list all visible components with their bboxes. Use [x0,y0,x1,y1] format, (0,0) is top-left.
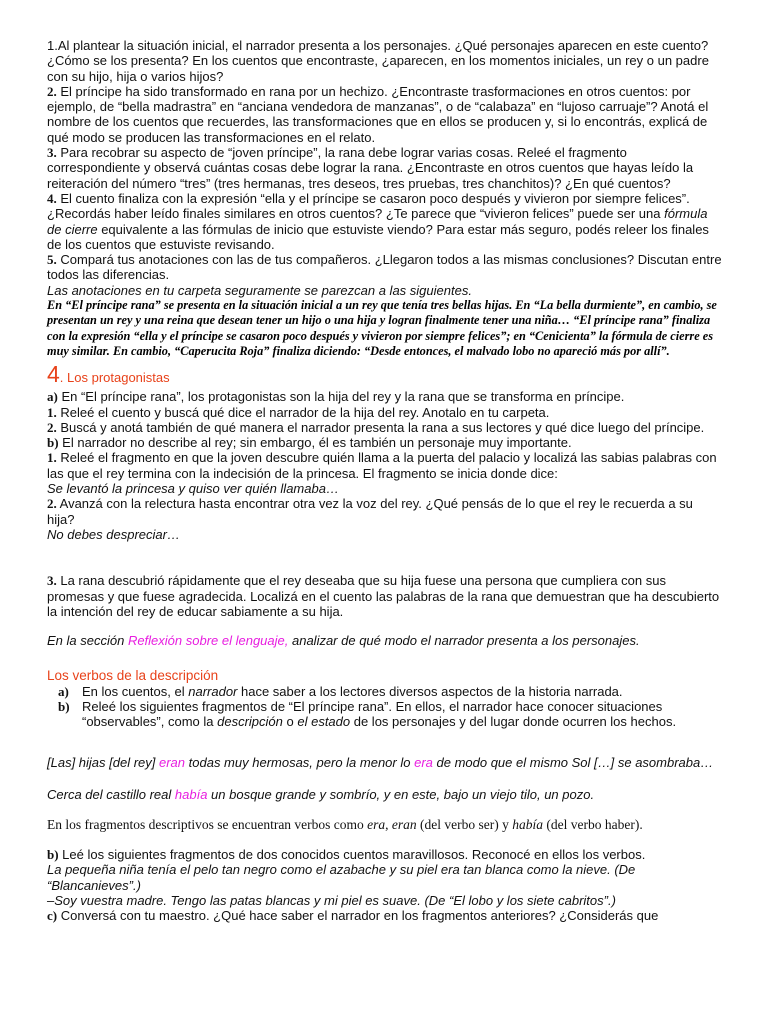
quote-b1: Se levantó la princesa y quiso ver quién llamaba… [47,481,339,497]
question-5: 5. Compará tus anotaciones con las de tus compañeros. ¿Llegaron todos a las mismas conclusiones? Discutan entre todos las diferencias. [47,252,722,283]
fragment-note: En los fragmentos descriptivos se encuentran verbos como era, eran (del verbo ser) y había (del verbo haber). [47,816,643,832]
quote-b2: No debes despreciar… [47,526,180,542]
section-heading-verbs: Los verbos de la descripción [47,668,219,684]
protagonists-a2: 2. Buscá y anotá también de qué manera el narrador presenta la rana a sus lectores y qué dice luego del príncipe. [47,419,705,435]
notes-intro: Las anotaciones en tu carpeta seguramente se parezcan a las siguientes. [47,282,472,298]
section-reference: En la sección Reflexión sobre el lenguaje, analizar de qué modo el narrador presenta a los personajes. [47,633,640,649]
quote-blancanieves: La pequeña niña tenía el pelo tan negro como el azabache y su piel era tan blanca como la nieve. (De “Blancanieves”.) [47,862,636,893]
quote-lobo: –Soy vuestra madre. Tengo las patas blancas y mi piel es suave. (De “El lobo y los siete cabritos”.) [47,893,616,909]
protagonists-a1: 1. Releé el cuento y buscá qué dice el narrador de la hija del rey. Anotalo en tu carpeta. [47,404,550,420]
protagonists-b1: 1. Releé el fragmento en que la joven descubre quién llama a la puerta del palacio y localizá las sabias palabras con las que el rey termina con la indecisión de la princesa. El fragmento se inicia donde dice: [47,450,717,481]
section-link[interactable]: Reflexión sobre el lenguaje, [127,633,289,649]
protagonists-b2: 2. Avanzá con la relectura hasta encontrar otra vez la voz del rey. ¿Qué pensás de lo que el rey le recuerda a su hija? [47,496,693,527]
fragment-2: Cerca del castillo real había un bosque grande y sombrío, y en este, bajo un viejo tilo, un pozo. [47,786,595,802]
verbs-b2: b) Leé los siguientes fragmentos de dos conocidos cuentos maravillosos. Reconocé en ellos los verbos. [47,847,646,863]
section-heading-protagonists: 4. Los protagonistas [47,361,170,388]
question-1: 1.Al plantear la situación inicial, el narrador presenta a los personajes. ¿Qué personajes aparecen en este cuento? ¿Cómo se los presenta? En los cuentos que encontraste, ¿aparecen, en los momentos iniciales, un rey o un padre con su hijo, hija o varios hijos? [47,38,709,84]
verbs-item-a: a) En los cuentos, el narrador hace saber a los lectores diversos aspectos de la historia narrada. [58,683,623,699]
question-4: 4. El cuento finaliza con la expresión “ella y el príncipe se casaron poco después y vivieron por siempre felices”. ¿Recordás haber leído finales similares en otros cuentos? ¿Te parece que “vivieron felices” puede ser una fórmula de cierre equivalente a las fórmulas de inicio que estuviste viendo? Para estar más seguro, podés releer los finales de los cuentos que estuviste revisando. [47,190,709,252]
fragment-1: [Las] hijas [del rey] eran todas muy hermosas, pero la menor lo era de modo que el mismo Sol […] se asombraba… [47,754,714,770]
verbs-c: c) Conversá con tu maestro. ¿Qué hace saber el narrador en los fragmentos anteriores? ¿Considerás que [47,908,659,924]
protagonists-a: a) En “El príncipe rana”, los protagonistas son la hija del rey y la rana que se transforma en príncipe. [47,389,625,405]
question-3: 3. Para recobrar su aspecto de “joven príncipe”, la rana debe lograr varias cosas. Releé el fragmento correspondiente y observá cuántas cosas debe lograr la rana. ¿Encontraste en otros cuentos que hayas leído la reiteración del número “tres” (tres hermanas, tres deseos, tres pruebas, tres chanchitos)? ¿En qué cuentos? [47,145,694,191]
protagonists-b: b) El narrador no describe al rey; sin embargo, él es también un personaje muy importante. [47,435,572,451]
sample-notes: En “El príncipe rana” se presenta en la situación inicial a un rey que tenía tres bellas hijas. En “La bella durmiente”, en cambio, se presentan un rey y una reina que desean tener un hijo o una hija y logran finalmente tener una niña… “El príncipe rana” finaliza con la expresión “ella y el príncipe se casaron poco después y vivieron por siempre felices”; en “Cenicienta” la fórmula de cierre es muy similar. En cambio, “Caperucita Roja” finaliza diciendo: “Desde entonces, el malvado lobo no apareció más por allí”. [47,298,717,358]
protagonists-b3: 3. La rana descubrió rápidamente que el rey deseaba que su hija fuese una persona que cumpliera con sus promesas y que fuese agradecida. Localizá en el cuento las palabras de la rana que demuestran que ha descubierto la intención del rey de educar sabiamente a su hija. [47,573,720,619]
verbs-item-b: b) Releé los siguientes fragmentos de “El príncipe rana”. En ellos, el narrador hace conocer situaciones “observables”, como la descripción o el estado de los personajes y del lugar donde ocurren los hechos. [58,698,677,730]
question-2: 2. El príncipe ha sido transformado en rana por un hechizo. ¿Encontraste trasformaciones en otros cuentos: por ejemplo, de “bella madrastra” en “anciana vendedora de manzanas”, o de “calabaza” en “lujoso carruaje”? Anotá el nombre de los cuentos que recuerdes, las transformaciones que en ellos se producen y, si lo encontrás, explicá de qué modo se producen las transformaciones en el relato. [47,83,709,145]
